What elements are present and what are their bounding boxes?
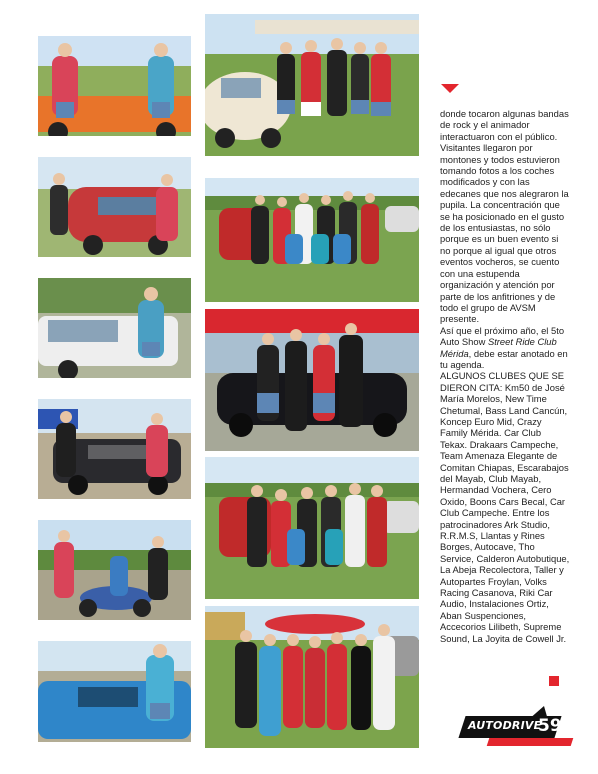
photo-red-painted-car xyxy=(38,157,191,257)
magazine-brand: AUTODRIVE xyxy=(468,719,542,732)
photo-black-tuned-car xyxy=(38,399,191,499)
photo-blue-car-model xyxy=(38,641,191,742)
page-number: 59 xyxy=(538,716,562,736)
photo-beige-beetle-group xyxy=(205,14,419,156)
photo-white-car-model xyxy=(38,278,191,378)
logo-red-stripe xyxy=(487,738,574,746)
photo-club-group-second xyxy=(205,457,419,599)
photo-orange-car-models xyxy=(38,36,191,136)
photo-black-car-red-tent xyxy=(205,309,419,451)
article-paragraph-1: donde tocaron algunas bandas de rock y el animador interactuaron con el público. Visitantes llegaron por montones y todos estuvieron tomando fotos a los coches modificados y con las edecanes que nos alegraron la pupila. La concentración que se ha posicionado en el gusto de los entusiastas, no sólo porque es un buen evento si no porque al igual que otros eventos vocheros, se cuento con una estupenda organización y atención por parte de los anfitriones y de todo el grupo de AVSM presente. xyxy=(440,108,569,325)
paragraph-2-text: Así que el próximo año, el 5to Auto Show xyxy=(440,324,565,348)
paragraph-2-text-end: , debe estar anotado en tu agenda. xyxy=(440,347,568,370)
article-paragraph-3: ALGUNOS CLUBES QUE SE DIERON CITA: Km50 de José María Morelos, New Time Chetumal, Bass Land Cancún, Koncep Euro Mid, Crazy Family Mérida. Car Club Tekax. Drakaars Campeche, Team Amenaza Elegante de Comitan Chiapas, Escarabajos del Mayab, Club Mayab, Hermandad Vochera, Cero Oxido, Boons Cars Becal, Car Club Campeche. Entre los patrocinadores Ark Studio, R.R.M.S, Llantas y Rines Borges, Autocave, Tho Service, Calderon Autobutique, La Abeja Recolectora, Taller y Autopartes Froylan, Volks Racing Casanova, Riki Car Audio, Instalaciones Ortiz, Aban Suspenciones, Accecorios Lilibeth, Supreme Sound, La Joyita de Cowell Jr. xyxy=(440,370,570,644)
magazine-logo xyxy=(462,708,572,748)
section-marker-triangle xyxy=(441,84,459,93)
article-paragraph-2 xyxy=(440,325,570,371)
event-name-italic: Street Ride Club Mérida xyxy=(440,336,557,359)
end-marker-square xyxy=(549,676,559,686)
photo-umbrella-group xyxy=(205,606,419,748)
photo-blue-motorbike-group xyxy=(38,520,191,620)
photo-club-group-red-car xyxy=(205,178,419,302)
article-text-column xyxy=(440,108,570,644)
